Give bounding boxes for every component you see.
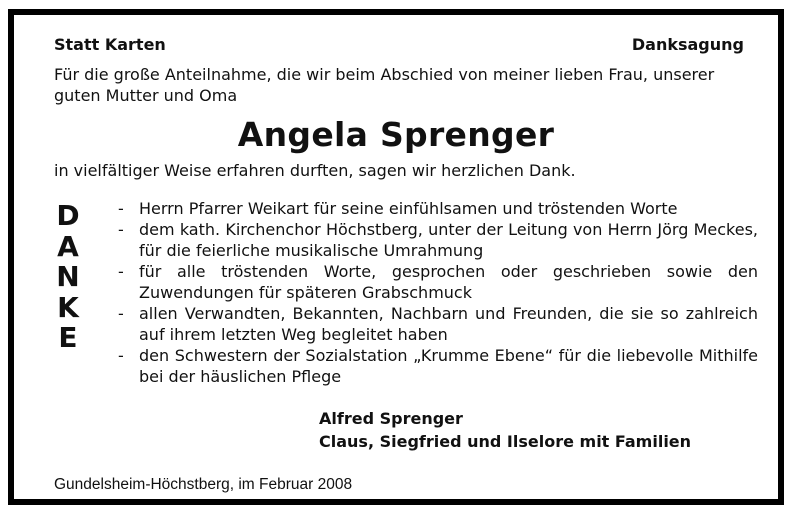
notice-frame <box>8 9 784 505</box>
list-item-text: dem kath. Kirchenchor Höchstberg, unter der Leitung von Herrn Jörg Meckes, für die feierliche musikalische Umrahmung <box>139 220 758 260</box>
intro-text <box>54 64 714 106</box>
list-dash: - <box>118 262 124 281</box>
list-dash: - <box>118 346 124 365</box>
intro-line-2: guten Mutter und Oma <box>54 86 238 105</box>
danke-letter: N <box>56 260 80 294</box>
list-item <box>118 198 758 219</box>
list-item <box>118 219 758 261</box>
place-date: Gundelsheim-Höchstberg, im Februar 2008 <box>54 476 353 493</box>
list-item-text: Herrn Pfarrer Weikart für seine einfühlsamen und tröstenden Worte <box>139 199 678 218</box>
list-dash: - <box>118 199 124 218</box>
signature-line-1: Alfred Sprenger <box>319 409 463 428</box>
list-item-text: für alle tröstenden Worte, gesprochen oder geschrieben sowie den Zuwendungen für späteren Grabschmuck <box>139 262 758 302</box>
signatures <box>319 407 691 453</box>
list-item <box>118 261 758 303</box>
danke-letter: A <box>57 229 79 263</box>
danke-vertical <box>52 201 84 354</box>
list-item <box>118 345 758 387</box>
list-dash: - <box>118 304 124 323</box>
list-item-text: allen Verwandten, Bekannten, Nachbarn und Freunden, die sie so zahlreich auf ihrem letzten Weg begleitet haben <box>139 304 758 344</box>
deceased-name: Angela Sprenger <box>237 115 555 154</box>
intro-line-1: Für die große Anteilnahme, die wir beim Abschied von meiner lieben Frau, unserer <box>54 65 715 84</box>
after-name-text: in vielfältiger Weise erfahren durften, sagen wir herzlichen Dank. <box>54 161 576 180</box>
list-item-text: den Schwestern der Sozialstation „Krumme Ebene“ für die liebevolle Mithilfe bei der häuslichen Pflege <box>139 346 758 386</box>
thanks-list <box>118 198 758 387</box>
list-dash: - <box>118 220 124 239</box>
danke-letter: K <box>57 290 79 324</box>
signature-line-2: Claus, Siegfried und Ilselore mit Familien <box>319 432 692 451</box>
danke-letter: D <box>56 199 80 232</box>
header-statt-karten: Statt Karten <box>54 35 166 54</box>
list-item <box>118 303 758 345</box>
danke-letter: E <box>58 321 78 355</box>
header-danksagung: Danksagung <box>631 35 744 54</box>
